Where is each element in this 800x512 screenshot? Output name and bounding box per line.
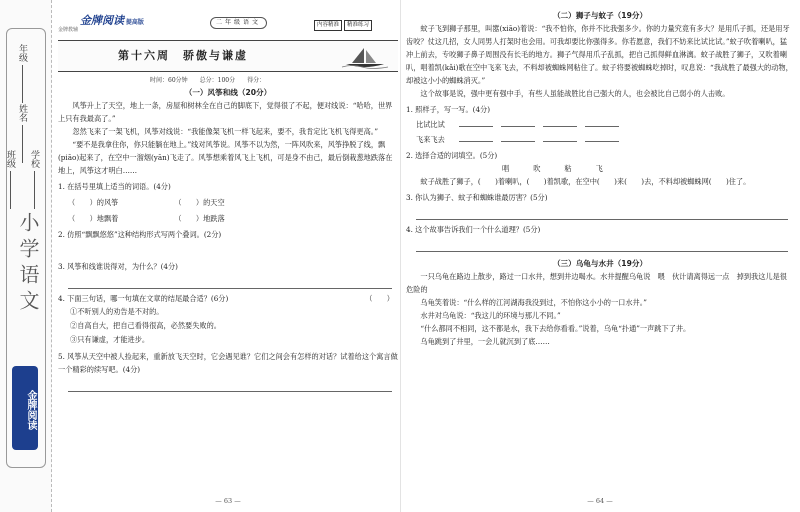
right-page <box>406 0 794 512</box>
answer-blank[interactable] <box>501 118 535 127</box>
answer-line[interactable] <box>416 204 788 220</box>
word-bank: 唱 吹 粘 飞 <box>502 164 605 173</box>
fill-blank[interactable]: （ ）地跌落 <box>174 214 225 223</box>
answer-line[interactable] <box>68 241 392 257</box>
passage-paragraph: 风筝升上了天空，地上一条，房屋和树林全在自己的脚底下，觉得很了不起，便对线说：“哈哈，世界上只有我最高了。” <box>58 101 393 123</box>
passage-paragraph: 乌龟笑着说：“什么样的江河湖海我没到过，不怕你这小小的一口水井。” <box>420 298 647 307</box>
answer-blank[interactable] <box>543 133 577 142</box>
left-page <box>58 0 398 512</box>
tag: 精准练习 <box>344 20 372 31</box>
passage-paragraph: 忽然飞来了一架飞机，风筝对线说：“我能像架飞机一样飞起来，要不，我肯定比飞机飞得更高。” <box>72 127 379 136</box>
question-1: 1. 在括号里填上适当的词语。(4分) <box>58 182 171 191</box>
option-2: ②自高自大，把自己看得很高，必然要失败的。 <box>70 321 221 330</box>
header-row <box>58 12 398 36</box>
page-number: — 63 — <box>215 497 241 505</box>
school-field: 学校 <box>28 150 41 209</box>
question-2: 2. 仿照“飘飘悠悠”这种结构形式写两个叠词。(2分) <box>58 230 222 239</box>
passage-paragraph: 蚊子飞到狮子那里，叫嚣(xiāo)着说：“我不怕你，你并不比我强多少。你的力量究竟有多大？是用爪子抓，还是用牙齿咬？仗这几招，女人同男人打架时也会用。可我却要比你强得多。你若愿意，我们不妨来比试比试。”蚊子吹着喇叭，猛冲上前去，专咬狮子鼻子周围没有长毛的地方。狮子气得用爪子乱抓，把自己抓得鲜血淋漓。蚊子战胜了狮子，又吹着喇叭，唱着凯(kǎi)歌在空中飞来飞去，不料却被蜘蛛网粘住了。蚊子将要被蜘蛛吃掉时，叹息说：“我战胜了最强大的动物，却被这小小的蜘蛛消灭。” <box>406 24 793 85</box>
passage-paragraph: “要不是我拿住你，你只能躺在地上。”线对风筝说。风筝不以为然，一阵风吹来，风筝挣脱了线，飘(piāo)起来了，在空中一溜烟(yān)飞走了。风筝想乘着风飞上飞机，可是身不由己，最后倒栽葱地跌落在地上，风筝这才明白…… <box>58 140 393 175</box>
passage-paragraph: 这个故事是说，强中更有强中手，有些人虽能战胜比自己强大的人，也会被比自己弱小的人击败。 <box>420 89 730 98</box>
page-divider <box>400 0 401 512</box>
section-3-title: （三）乌龟与水井（19分） <box>552 259 648 268</box>
passage-paragraph: 水井对乌龟说：“我这儿的环境与那儿不同。” <box>420 311 561 320</box>
grade-badge: 二年级语文 <box>210 17 267 29</box>
answer-blank[interactable] <box>459 133 493 142</box>
tag: 内容精准 <box>314 20 342 31</box>
brand-logo-vertical: 金牌阅读 <box>12 366 38 450</box>
passage-paragraph: 一只乌龟在路边上散步，路过一口水井，想到井边喝水。水井提醒乌龟说 喂 伙计请离得远一点 掉到我这儿是很危险的 <box>406 272 787 294</box>
passage-paragraph: 乌龟跳到了井里，一会儿就沉到了底…… <box>420 337 550 346</box>
q1-blanks-row <box>68 196 398 209</box>
answer-line[interactable] <box>68 376 392 392</box>
subject-label: 小学语文 <box>16 212 40 316</box>
class-field: 班级 <box>4 150 17 209</box>
fill-sentence: 蚊子战胜了狮子，( )着喇叭，( )着凯歌，在空中( )来( )去，不料却被蜘蛛网( )住了。 <box>420 177 751 186</box>
answer-paren[interactable]: （ ） <box>365 294 394 303</box>
q1-blanks-row <box>68 212 398 225</box>
answer-line[interactable] <box>416 236 788 252</box>
week-title-box <box>58 40 398 72</box>
question-5: 5. 风筝从天空中被人捡起来，重新放飞天空时，它会遇见谁？它们之间会有怎样的对话？试着给这个寓言做一个精彩的续写吧。(4分) <box>58 352 398 374</box>
fill-blank[interactable]: （ ）地飘着 <box>68 214 119 223</box>
week-title: 第十六周 骄傲与谦虚 <box>118 49 248 62</box>
question-3: 3. 你认为狮子、蚊子和蜘蛛谁最厉害？(5分) <box>406 193 548 202</box>
header-tags <box>314 17 374 31</box>
question-4: 4. 下面三句话，哪一句填在文章的结尾最合适？(6分) （ ） <box>58 294 394 303</box>
passage-paragraph: “什么都同不相同，这不都是水，我下去给你看看。”说着，乌龟“扑通”一声跳下了井。 <box>420 324 691 333</box>
binding-strip <box>0 0 52 512</box>
question-4: 4. 这个故事告诉我们一个什么道理？(5分) <box>406 225 541 234</box>
answer-blank[interactable] <box>459 118 493 127</box>
answer-blank[interactable] <box>543 118 577 127</box>
exam-meta: 时间：60分钟 总分：100分 得分： <box>150 77 266 84</box>
example-row: 飞来飞去 <box>416 133 794 146</box>
option-1: ①不听别人的劝告是不对的。 <box>70 307 164 316</box>
answer-line[interactable] <box>68 273 392 289</box>
answer-blank[interactable] <box>585 118 619 127</box>
section-1-title: （一）风筝和线（20分） <box>184 88 272 97</box>
fill-blank[interactable]: （ ）的风筝 <box>68 198 119 207</box>
option-3: ③只有谦虚，才能进步。 <box>70 335 150 344</box>
example-row: 比试比试 <box>416 118 794 131</box>
answer-blank[interactable] <box>501 133 535 142</box>
grade-field: 年级 <box>16 44 29 103</box>
page-number: — 64 — <box>587 497 613 505</box>
name-field: 姓名 <box>16 104 29 163</box>
question-3: 3. 风筝和线谁说得对，为什么？(4分) <box>58 262 178 271</box>
question-2: 2. 选择合适的词填空。(5分) <box>406 151 498 160</box>
question-1: 1. 照样子，写一写。(4分) <box>406 105 491 114</box>
fill-blank[interactable]: （ ）的天空 <box>174 198 225 207</box>
answer-blank[interactable] <box>585 133 619 142</box>
brand-logo: 金牌阅读 提高版 金牌教辅 <box>58 14 144 33</box>
section-2-title: （二）狮子与蚊子（19分） <box>552 11 648 20</box>
sailboat-illustration <box>340 44 390 70</box>
